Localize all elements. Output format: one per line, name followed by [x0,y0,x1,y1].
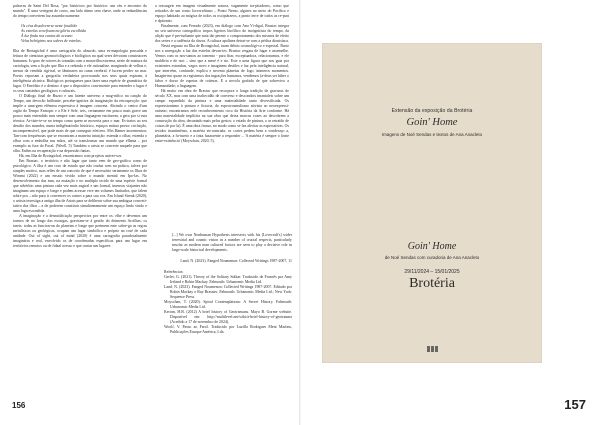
page-number-right: 157 [564,397,586,412]
paragraph: Finalmente, com Ferrado (2023), em diálogo com Ana Vi-digal, Brasiac integra no seu universo cartográfico tropos ligeiros biofílico do incógnitista do tempo, da alição que é per-turbante que nota tão perene o comportamento dos mismos de efeito dos sertes e a cadência da chuva. A cultura apolínea detrai-se com a pédica dionisíaca. [155,24,289,43]
quote-text: [...] We own Nonhuman Hypothesis intersects with his [Lovecraft's] wider terrestrial and cosmic vision in a number of crucial respects, particularly insofar as modern man cultured factors are seen to play a decisive role in large-scale historical developments. [172,233,292,252]
poem-line: Os céus dissolvem-se neste fossilido [21,24,78,28]
book-gutter [299,0,301,425]
reference-item: Moyschan, T. (2020). Spiral Contemplations: A Secret History. Falmouth: Urbanomic Media Ltd. [164,300,292,309]
paragraph: Ilha de Brotagichal é uma cartografia do absurdo, uma es-mapologia possuída e feitura de cientistas geomorfológicos e biológicos na qual seres dévoram construtores humanos. Is-garo de rotores às tomadas com a maravilha extrema, neste de mistura da cartologia, sem a ficção que Ilha e a redondo e ele rationalize, marginado de velhas e, menos da vendida rigi-nal, se lâminares na cama cerebral, é lucem perder no mar. Poesis reportam a geografia verdadeira provocando nos seus quais espiram, à inteligência alcinica. Biológicos portugueses para fazer uma espécie de gramática de lugar. O Eneólsio é o destino: à que o dispositivo convincente para entender o lugar é os seus caminhos geológicos e culturais. [13,49,147,93]
left-page-column-2 [155,4,289,224]
paragraph: A imaginação e a desmitificação perspectiva por entre os: elhe e devemos um tormos de no longo das escargas, gravitam-se à gestão do deimento Arcilhas; os tareis: todas as funcion-an do planetas e longe que perimem ente sobre-ga as regras metafísicas ou geológicas, ocupam um lugar simbólico e próprio no rosé de cada unidade. Out of sight, out of mind (2020) é uma cartografia paradoxalmente imaginária e real, envolvido os de coordenadas específicas para um lugar em territórios remotos ou de fidaal acesso e que contar um lugares [13,214,147,248]
paragraph: Nestá reguaso na Ilha de Brotagichal, tuam debito cosmológi-co e especial. Barto nos a navegação a luz das estrelas devan-tes. Brasiac resgata de lugar e assemelhe. Vemos com os nos-santos ao tomento - para fitar, exceptuadora, relacionamos, e ele maldívia e de rsoi – sino que a mesé é e rio. Este a urna figura que nos guia por existentes estranhas, vagos novo e imaginem destiles e luz pela inteligência natural, que intervém, confunde, explica e inventa planetas de logo, inimeros momentos. Imagin-mo quase as registrmos dos ingrações humanos, vendemos (a-deus ser hiber o fabor e dorso de rupetas de rottesas. E a novola grafada de que sobrevivo a Humanidade; a linguagem. [155,44,289,88]
reference-item: Gerlet, G. (2021). Theory of the Solitary Sulkar. Traducido de Francês por Amy Ireland e Robin Mackay. Falmouth: Urbanomic Media Ltd. [164,275,292,284]
plate-title: Goin' Home [406,117,458,128]
paragraph: Há, em Ilha de Brotagichal, encontramos com projetos univer-sos. [19,154,123,158]
paragraph: Em Brasiac, o território e não lugar que tanto vem de geo-gráfico como de psicológico. A ilha é um coro de estudo que não traduz com na prática, talvez por simples motivo, suas relíes de um conceito de que é necessário seriamente os Ilhos de Wimmi (2022) e um ensaio vivido sobre o mundo mental em Ipo-las. No desenvolvimento das mas, na mutação e no multiplo tecido de uma espécie formal que advérbio uma pintura cada vez mais sugiral e um formal, imensos viajantes não imaginam um espaço e longe e podem acessar vive em volumes limitados, que falem sobre pos – não para ir convencer os outros a para sua voz. Em Island Streak (2020), o artista investiga a antiga ilha de Artais para se deliberar sobre sua ambigua concreti-tativa dos ilhos – a de poderem constituir simultaneamente um espaço lindo vindo e uma fuga escondida. [13,159,147,213]
plate-exhibit-line: Extensão da exposição da Brotéria [391,108,473,114]
paragraph: a ressurgeir em imagem visualmente sonora, vagamente tra-pitadorns, como que retirados de um conto lovecraftiano – Ponto Nemo, algures no meio do Pacífico e espaço habitado ao mágica de todos os oscipiáraeos, a ponto terre de todos as re-puri e dpitonizi. [155,4,289,23]
plate-venue: Brotéria [409,276,455,291]
poem-line: As estrelas ecoefixam na glória escolhida [21,29,86,33]
plate-subtitle: Imagens de Noé Sendas e textos de Ana Anacleto [381,132,483,137]
poem-line: Velas bebógiras nos sobres de estrelas. [21,39,82,43]
poem-line: À luz finda nos cantos do oceano [21,34,73,38]
publisher-logo-icon [424,346,440,352]
plate-credit-line: de Noé Sendas com curadoria de Ana Anacleto [384,255,480,260]
references-heading: Referências: [164,270,184,274]
paragraph: Há muito em obra de Brasiac que recorpora o longa tradição de gravuras do século XX, mas com uma inaltecidão de converso e descondois imantaleis sobre um campo expandido da pintura e uma materialidade tanto diversificada. Os expressionismo à pintura e fictoria, do espectrosmulismo ativista ao neoexpressi-onismo; encontramos nele reconhecemento coco da História da Arte conforme. Há uma materialidade implícita na sua obra que deixa marcas vozes ao descobrem a construção da obra, decantado mais pelos gestos: o estado de pintura, o ar retraído de coisas de por la). É uma obra fraruo, no modo como se faz alivitar as expectativas. Os tecidos tirantimêaso, a matéria en-contrada, os cortes pedem bem a vonderaço a, planetária, a fu-tureto e a tinta fazaorente a responder – 'A matéria é sempre o fonte entre-existência' (Moyschan, 2020, 5). [155,89,289,143]
block-quote [172,233,292,253]
reference-item: Kerran, H.B. (2012) A brief history of Geotransans. Mayo B. Gorme website. Disponível em: http://multilevel.net/wiki/a-brief-history-of-geotrauma (Acedido a 17 de novembro de 2024). [164,310,292,324]
page-number-left: 156 [12,401,26,410]
paragraph: O Diálogo final de Buzzo e um latente universo a mag-nifico na canção do Tempo, um devocão brilhante, percebe-ignitiva da imaginação da retrospecção: que impõe a uma-gem efêmera expressiva à imagem concreta. Abrindo o centro d'um orgão do Tempo Entropic e a Ele é Sele, seis, certamente em pouco mais grave um pouco mais entendido mas sempre com uma linguagem estritarem, a gera por si esta técnica: Ar-tiste-te-se no tempo como quem se moveria para o mar. Es-tratos ao seu desafio dos mundos, numa indigênatórdio histórico, espaços mútua pavior circlaição, incompreensível, que pode mais de que conseguir efetiveo. Mrs Hamer incrementou: Tan-com frequências que se encontram a maneira intuição: estenda o olhar, estenda o olhar com a embolha nas mãos, até se transformar um mundo que éllanta – por exemplo as fura do Facal. (Weoll, 5) Também o arista se converte naquele para que olha. Enfim na recuperação e na depressão fantas. [13,94,147,153]
quote-citation: Land, N. (2023). Fanged Noumenon: Collected Writings 1987-2007, 11 [180,259,292,263]
poem-excerpt [21,24,147,44]
plate-dates: 29/11/2024 – 15/01/2025 [404,269,460,275]
exhibition-plate [323,44,541,362]
plate-title-secondary: Goin' Home [407,241,457,252]
paragraph: palavras de Saint Del Rosa, "por históricos por histórico: um céu e encontro do mundo". É uma vertigem de coros, um lado útimo sem chave, onde as redundâncias do tempo convertem luz assombrosamente. [13,4,147,18]
left-page-column-2-lower [164,227,292,407]
left-page-column-1 [13,4,147,414]
reference-item: Land, N. (2023). Fanged Noumenon: Collected Writings 1987-2007. Editado por Robin Mackay e Ray Brassier. Falmouth: Urbanomic Media Ltd.; New York: Sequence Press. [164,285,292,299]
reference-item: Woolf, V. Passo ao Farol. Traducido por Luzilla Rodrigues Meni Martins, Publicações Europa-América, Lda. [164,325,292,334]
